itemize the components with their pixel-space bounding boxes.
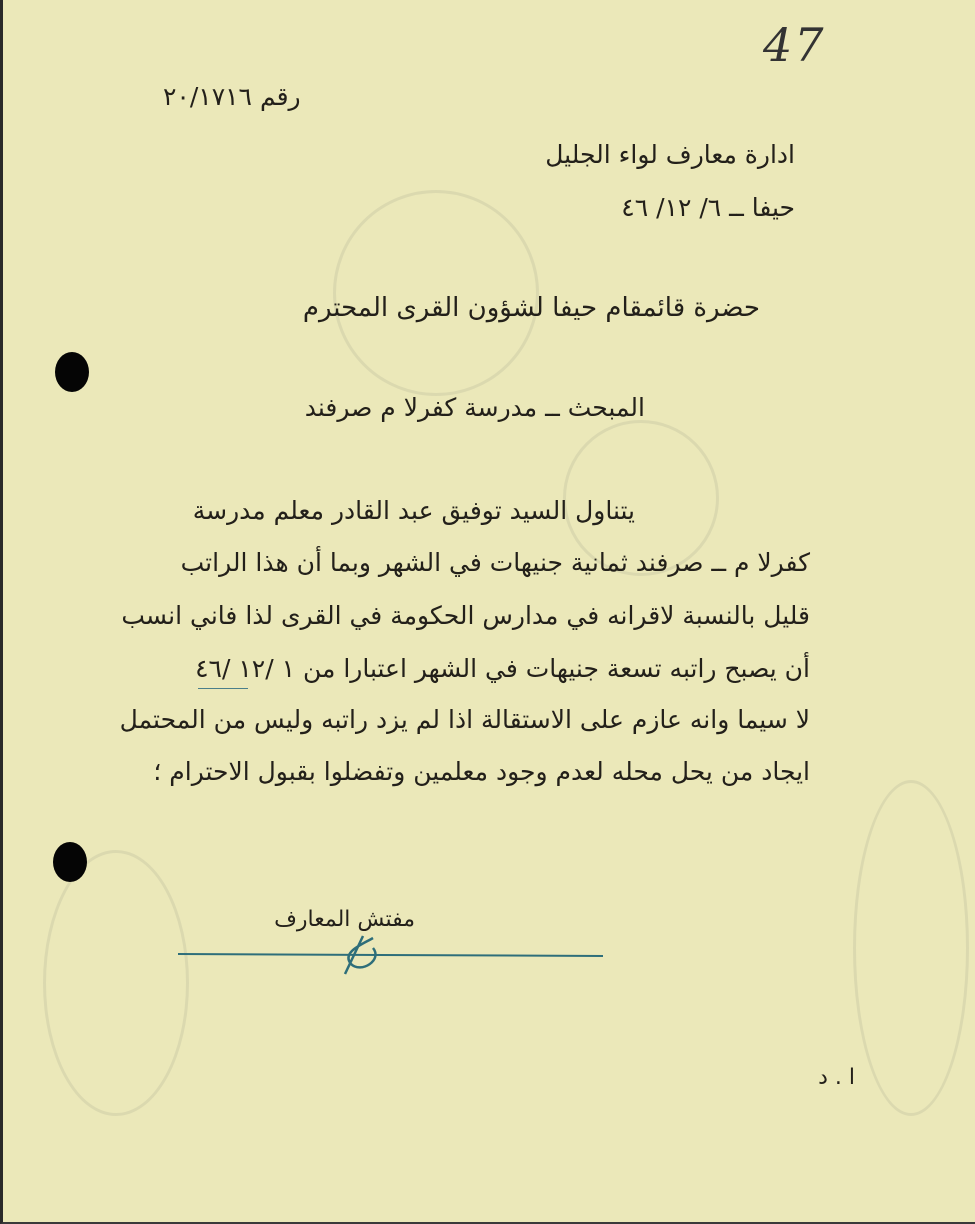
body-line: قليل بالنسبة لاقرانه في مدارس الحكومة في القرى لذا فاني انسب <box>121 601 810 630</box>
department-name: ادارة معارف لواء الجليل <box>545 140 795 169</box>
body-line: لا سيما وانه عازم على الاستقالة اذا لم يزد راتبه وليس من المحتمل <box>119 705 810 734</box>
watermark-stamp <box>853 780 969 1116</box>
body-line: ايجاد من يحل محله لعدم وجود معلمين وتفضلوا بقبول الاحترام ؛ <box>153 757 810 786</box>
body-line: يتناول السيد توفيق عبد القادر معلم مدرسة <box>192 496 635 525</box>
punch-hole-top <box>55 352 89 392</box>
signature-mark <box>173 930 613 980</box>
folio-number: 47 <box>763 18 826 72</box>
watermark-stamp <box>43 850 189 1116</box>
reference-number: رقم ٢٠/١٧١٦ <box>163 82 301 111</box>
punch-hole-bottom <box>53 842 87 882</box>
underline-mark <box>198 688 248 689</box>
initials: ا . د <box>818 1065 855 1090</box>
place-date: حيفا ــ ٦/ ١٢/ ٤٦ <box>621 193 795 222</box>
body-line: كفرلا م ــ صرفند ثمانية جنيهات في الشهر وبما أن هذا الراتب <box>180 548 810 577</box>
subject-line: المبحث ــ مدرسة كفرلا م صرفند <box>304 393 645 422</box>
body-line: أن يصبح راتبه تسعة جنيهات في الشهر اعتبارا من ١ /١٢ /٤٦ <box>195 654 810 683</box>
signature-title: مفتش المعارف <box>274 907 415 932</box>
addressee: حضرة قائمقام حيفا لشؤون القرى المحترم <box>302 293 760 323</box>
